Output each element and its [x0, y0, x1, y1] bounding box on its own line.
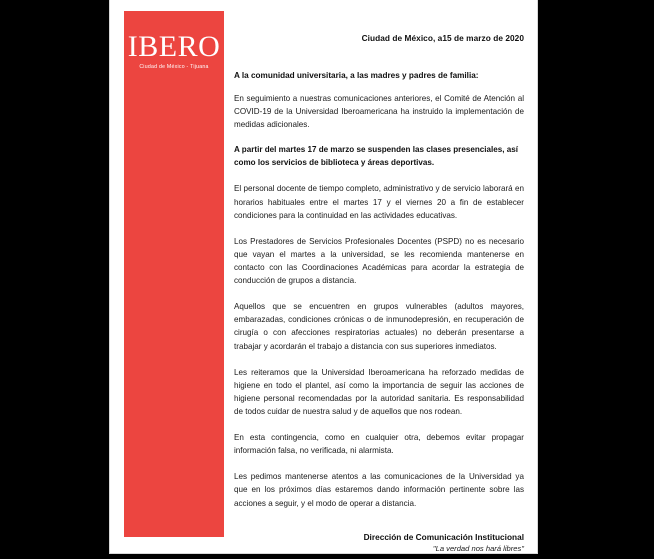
- paragraph: Les pedimos mantenerse atentos a las comunicaciones de la Universidad ya que en los próximos días estaremos dando información pertinente sobre las acciones a seguir, y el modo de operar a distancia.: [234, 472, 524, 508]
- paragraph: El personal docente de tiempo completo, administrativo y de servicio laborará en horarios habituales entre el martes 17 y el viernes 20 a fin de establecer condiciones para la continuidad en las actividades educativas.: [234, 184, 524, 220]
- signature-block: [234, 532, 524, 553]
- paragraph: Aquellos que se encuentren en grupos vulnerables (adultos mayores, embarazadas, condiciones crónicas o de inmunodepresión, en recuperación de cirugía o con afecciones respiratorias actuales) no deberán presentarse a trabajar y acordarán el trabajo a distancia con sus superiores inmediatos.: [234, 302, 524, 351]
- salutation: A la comunidad universitaria, a las madres y padres de familia:: [234, 71, 479, 80]
- paragraph: Los Prestadores de Servicios Profesionales Docentes (PSPD) no es necesario que vayan el martes a la universidad, se les recomienda mantenerse en contacto con las Coordinaciones Académicas para acordar la estrategia de conducción de grupos a distancia.: [234, 236, 524, 286]
- logo-subtitle: Ciudad de México - Tijuana: [139, 64, 209, 70]
- ibero-logo: [124, 32, 224, 70]
- brand-red-band: [124, 11, 224, 537]
- letter-body: [234, 0, 524, 553]
- paragraph-highlighted: A partir del martes 17 de marzo se suspenden las clases presenciales, así como los servicios de biblioteca y áreas deportivas.: [234, 145, 519, 167]
- paragraph: Les reiteramos que la Universidad Iberoamericana ha reforzado medidas de higiene en todo el plantel, así como la importancia de seguir las acciones de higiene personal recomendadas por la autoridad sanitaria. Es responsabilidad de todos cuidar de nuestra salud y de aquellos que nos rodean.: [234, 367, 524, 416]
- letter-text-column: [234, 70, 524, 553]
- logo-wordmark: IBERO: [127, 30, 221, 63]
- signature-motto: "La verdad nos hará libres": [432, 544, 524, 553]
- paragraph: En seguimiento a nuestras comunicaciones anteriores, el Comité de Atención al COVID-19 de la Universidad Iberoamericana ha instruido la implementación de medidas adicionales.: [234, 94, 524, 130]
- paragraph: En esta contingencia, como en cualquier otra, debemos evitar propagar información falsa, no verificada, ni alarmista.: [234, 433, 524, 456]
- signature-name: Dirección de Comunicación Institucional: [363, 531, 524, 542]
- document-page: [110, 0, 537, 553]
- dateline: Ciudad de México, a15 de marzo de 2020: [361, 33, 524, 43]
